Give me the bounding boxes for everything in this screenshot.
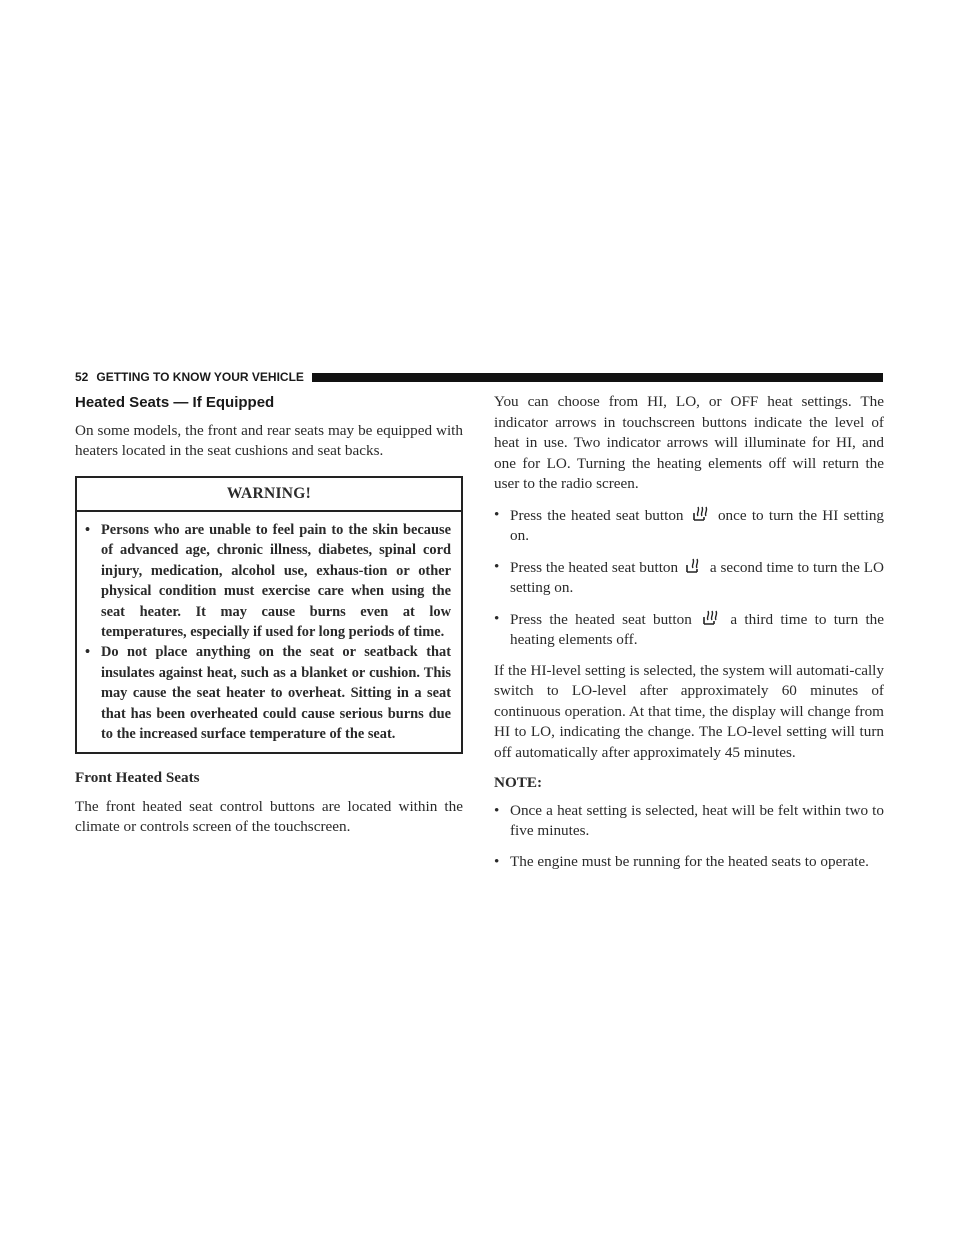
- heated-seats-heading: Heated Seats — If Equipped: [75, 394, 275, 411]
- bullet-icon: •: [494, 557, 500, 575]
- list-item: [494, 852, 884, 873]
- right-column: [494, 392, 884, 882]
- warning-title: WARNING!: [77, 478, 461, 513]
- warning-item: [85, 520, 451, 642]
- bullet-icon: •: [494, 505, 500, 523]
- list-item: [494, 609, 884, 651]
- heated-seat-icon: [701, 609, 721, 627]
- list-item: [494, 505, 884, 547]
- list-item: [494, 801, 884, 842]
- bullet-icon: •: [494, 609, 500, 627]
- left-column: [75, 392, 463, 848]
- note-label: NOTE:: [494, 774, 543, 791]
- front-heated-seats-subheading: Front Heated Seats: [75, 769, 200, 787]
- heat-settings-paragraph: You can choose from HI, LO, or OFF heat settings. The indicator arrows in touchscreen buttons indicate the level of heat in use. Two indicator arrows will illuminate for HI, and one for LO. Turning the heating elements off will return the user to the radio screen.: [494, 393, 884, 492]
- warning-body: [77, 512, 461, 752]
- warning-item-text: Do not place anything on the seat or seatback that insulates against heat, such as a blanket or cushion. This may cause the seat heater to overheat. Sitting in a seat that has been overheated could cause serious burns due to the increased surface temperature of the seat.: [101, 644, 451, 743]
- list-item-text: Press the heated seat button: [510, 610, 692, 628]
- list-item-text: a third time to turn the heating elements off.: [510, 610, 884, 648]
- heated-seat-icon: [691, 505, 711, 523]
- list-item-text: a second time to turn the LO setting on.: [510, 558, 884, 596]
- header-rule: [312, 373, 883, 382]
- bullet-icon: •: [494, 801, 500, 819]
- auto-switch-paragraph: If the HI-level setting is selected, the system will automati-cally switch to LO-level after approximately 60 minutes of continuous operation. At that time, the display will change from HI to LO, indicating the change. The LO-level setting will turn off automatically after approximately 45 minutes.: [494, 661, 884, 761]
- section-title: GETTING TO KNOW YOUR VEHICLE: [96, 370, 304, 384]
- page-number: 52: [75, 370, 89, 384]
- list-item-text: Press the heated seat button: [510, 558, 679, 576]
- warning-box: [75, 476, 463, 755]
- bullet-icon: •: [85, 644, 91, 661]
- page-header: [75, 370, 883, 384]
- heated-seat-icon: [684, 557, 704, 575]
- list-item-text: Once a heat setting is selected, heat will be felt within two to five minutes.: [510, 801, 884, 839]
- list-item-text: The engine must be running for the heated seats to operate.: [510, 852, 869, 870]
- bullet-icon: •: [494, 852, 500, 870]
- list-item-text: Press the heated seat button: [510, 506, 684, 524]
- warning-item: [85, 642, 451, 744]
- bullet-icon: •: [85, 522, 91, 538]
- warning-item-text: Persons who are unable to feel pain to the skin because of advanced age, chronic illness, diabetes, spinal cord injury, medication, alcohol use, exhaus-tion or other physical condition must exercise care when using the seat heater. It may cause burns even at low temperatures, especially if used for long periods of time.: [101, 522, 451, 641]
- front-heated-seats-text: The front heated seat control buttons are located within the climate or controls screen of the touchscreen.: [75, 797, 463, 836]
- heated-seat-button-list: [494, 505, 884, 651]
- list-item-text: once to turn the HI setting on.: [510, 506, 885, 544]
- note-list: [494, 801, 884, 873]
- list-item: [494, 557, 884, 599]
- intro-paragraph: On some models, the front and rear seats may be equipped with heaters located in the seat cushions and seat backs.: [75, 421, 463, 459]
